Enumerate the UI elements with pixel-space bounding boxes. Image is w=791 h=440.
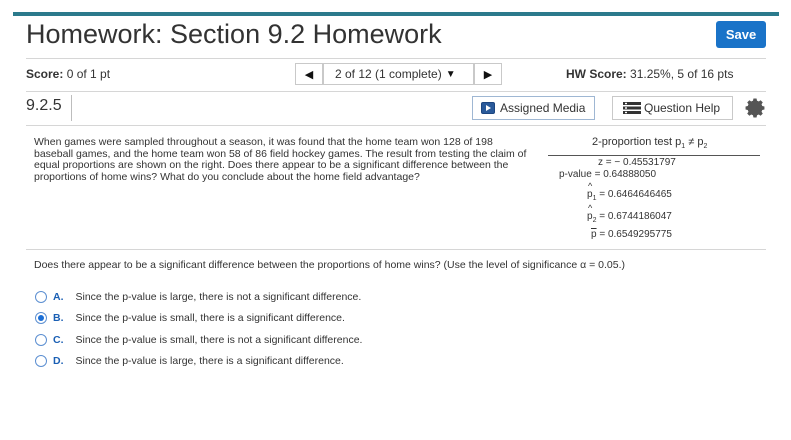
option-text: Since the p-value is small, there is a significant difference. [75,312,345,324]
triangle-left-icon: ◀ [304,68,314,81]
problem-text: When games were sampled throughout a season, it was found that the home team won 128 of 198 baseball games, and the home team won 58 of 86 field hockey games. The result from testing the claim of equal proportions are shown on the right. Does there appear to be a significant difference between the proportions of home wins? What do you conclude about the home field advantage? [34,136,527,183]
question-text: Does there appear to be a significant difference between the proportions of home wins? (Use the level of significance α = 0.05.) [34,259,626,271]
sub-2: 2 [703,143,708,151]
option-a[interactable] [35,291,361,303]
sub-1: 1 [681,143,686,151]
radio-c[interactable] [35,334,47,346]
score-value: 0 of 1 pt [66,67,111,81]
save-button[interactable]: Save [716,21,766,48]
option-c[interactable] [35,334,362,346]
p-value-value: 0.64888050 [603,169,657,180]
option-letter: B. [53,312,64,324]
z-label: z = [598,157,615,168]
divider [26,249,766,250]
z-statistic [598,157,676,168]
p-value-label: p-value = [559,169,604,180]
question-help-button[interactable] [612,96,733,120]
option-text: Since the p-value is large, there is not a significant difference. [75,291,362,303]
gear-icon[interactable] [744,97,766,119]
divider [26,125,766,126]
previous-question-button[interactable] [295,63,323,85]
question-select[interactable] [323,63,474,85]
z-value: − 0.45531797 [614,157,676,168]
sub-1: 1 [592,195,597,202]
triangle-right-icon: ▶ [483,68,493,81]
option-d[interactable] [35,355,344,367]
p1-hat-symbol: ^ p [587,189,593,200]
test-title [592,136,707,150]
question-help-label: Question Help [644,101,721,115]
sub-2: 2 [592,217,597,224]
assigned-media-button[interactable] [472,96,595,120]
radio-d[interactable] [35,355,47,367]
hw-score-label: HW Score: [566,67,627,81]
score-label: Score: [26,67,64,81]
p1-value: = 0.6464646465 [599,189,672,200]
option-text: Since the p-value is large, there is a significant difference. [75,355,344,367]
p-value [559,169,656,180]
stats-divider [548,155,760,156]
play-icon [481,102,495,114]
option-b[interactable] [35,312,345,324]
option-letter: C. [53,334,64,346]
hw-score [566,67,733,81]
p2-hat [587,211,672,224]
test-title-neq: ≠ p [685,136,704,148]
p1-hat [587,189,672,202]
p-bar-value: = 0.6549295775 [599,229,672,240]
option-letter: D. [53,355,64,367]
divider [26,58,766,59]
option-letter: A. [53,291,64,303]
question-select-value: 2 of 12 (1 complete) [335,67,442,81]
caret-down-icon: ▼ [445,68,456,80]
radio-b[interactable] [35,312,47,324]
question-number: 9.2.5 [26,97,62,114]
p-bar [591,229,672,240]
divider [26,91,766,92]
assigned-media-label: Assigned Media [500,101,586,115]
list-icon [623,102,641,114]
p2-hat-symbol: ^ p [587,211,593,222]
option-text: Since the p-value is small, there is not a significant difference. [75,334,363,346]
score [26,67,110,81]
test-title-text: 2-proportion test p [592,136,682,148]
page-title: Homework: Section 9.2 Homework [26,19,442,49]
header-accent-bar [13,12,779,16]
p2-value: = 0.6744186047 [599,211,672,222]
next-question-button[interactable] [474,63,502,85]
radio-a[interactable] [35,291,47,303]
p-bar-symbol: $\overline{p}$ [591,229,597,240]
hw-score-value: 31.25%, 5 of 16 pts [630,67,734,81]
